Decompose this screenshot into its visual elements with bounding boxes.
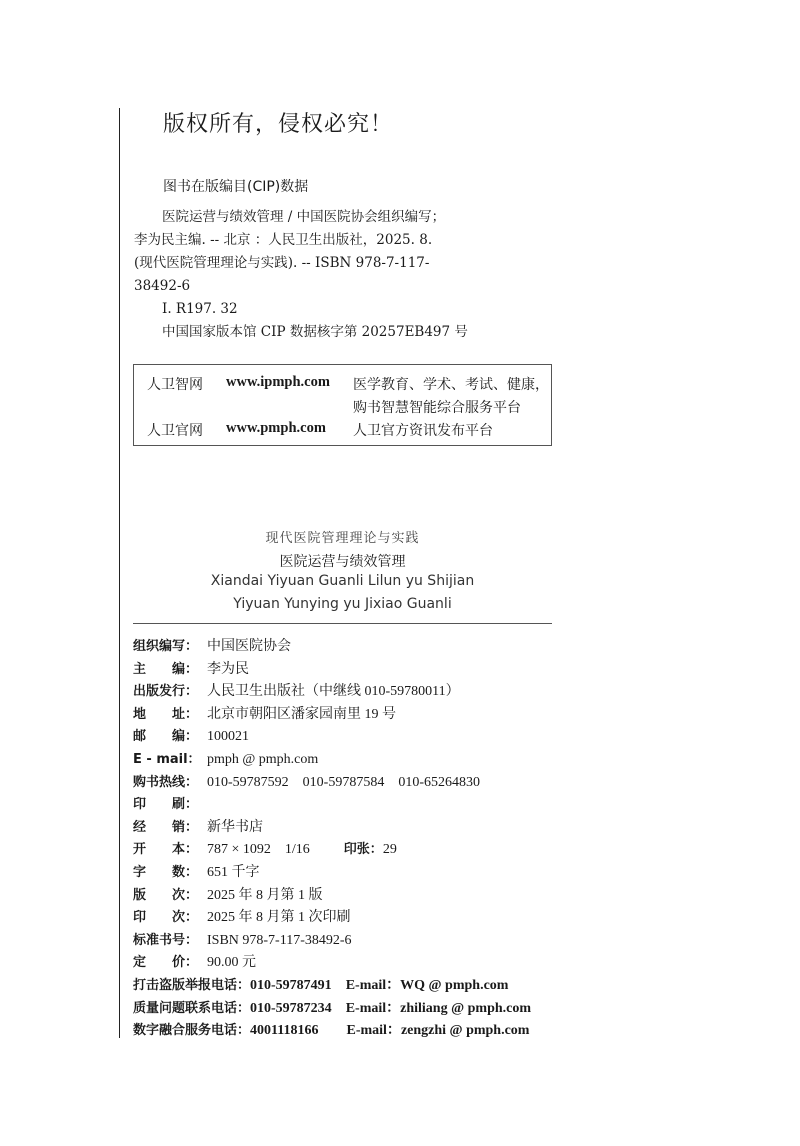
email-link[interactable]: zhiliang @ pmph.com [400, 1000, 532, 1016]
detail-value: 李为民 [207, 661, 249, 677]
detail-value: 787 × 1092 1/16 [207, 842, 310, 858]
cip-line: 李为民主编. -- 北京 ：人民卫生出版社，2025. 8. [134, 232, 433, 248]
detail-key: E - mail： [133, 751, 201, 767]
detail-row [133, 725, 573, 748]
detail-key: 印 次： [133, 910, 199, 926]
detail-value: 人民卫生出版社（中继线 010-59780011） [207, 684, 460, 700]
detail-row [133, 838, 573, 861]
detail-key: 定 价： [133, 955, 199, 971]
detail-key: 字 数： [133, 864, 199, 880]
detail-value: 北京市朝阳区潘家园南里 19 号 [207, 706, 396, 722]
detail-key: 版 次： [133, 887, 199, 903]
detail-row [133, 929, 573, 952]
detail-key: 开 本： [133, 842, 199, 858]
detail-row [133, 793, 573, 816]
detail-value: ISBN 978-7-117-38492-6 [207, 932, 352, 948]
detail-row [133, 974, 573, 997]
detail-value: 90.00 元 [207, 955, 256, 971]
detail-value: 29 [382, 842, 397, 858]
hotline-number: 010-65264830 [398, 774, 481, 790]
platform-desc: 医学教育、学术、考试、健康， [353, 377, 549, 393]
platform-label: 人卫官网 [147, 423, 203, 439]
detail-row [133, 680, 573, 703]
phone-number: 010-59787491 [250, 977, 332, 993]
cip-block [134, 206, 554, 344]
cip-heading: 图书在版编目(CIP)数据 [163, 179, 309, 195]
detail-row [133, 635, 573, 658]
divider [133, 623, 552, 624]
cip-line: Ⅰ. R197. 32 [162, 301, 238, 317]
detail-row [133, 884, 573, 907]
platform-label: 人卫智网 [147, 377, 203, 393]
detail-row [133, 906, 573, 929]
detail-row [133, 748, 573, 771]
phone-number: 4001118166 [250, 1023, 319, 1039]
email-link[interactable]: zengzhi @ pmph.com [400, 1023, 530, 1039]
platform-url[interactable]: www.pmph.com [226, 420, 326, 436]
cip-line: 38492-6 [134, 278, 191, 294]
detail-key: 质量问题联系电话： [133, 1000, 251, 1016]
platform-url[interactable]: www.ipmph.com [226, 374, 330, 390]
detail-value: 中国医院协会 [207, 639, 291, 654]
detail-key: 组织编写： [133, 639, 199, 654]
title-pinyin: Yiyuan Yunying yu Jixiao Guanli [233, 596, 452, 612]
detail-key: 邮 编： [133, 729, 199, 745]
detail-row [133, 658, 573, 681]
detail-key: 印张： [343, 842, 383, 858]
series-pinyin: Xiandai Yiyuan Guanli Lilun yu Shijian [210, 573, 475, 589]
detail-value: 651 千字 [207, 864, 260, 880]
email-link[interactable]: pmph @ pmph.com [207, 751, 319, 767]
cip-line: (现代医院管理理论与实践). -- ISBN 978-7-117- [134, 255, 430, 271]
publication-details [133, 635, 573, 1042]
detail-key: E-mail： [345, 977, 401, 993]
detail-key: E-mail： [346, 1023, 401, 1039]
detail-value: 2025 年 8 月第 1 版 [207, 887, 323, 903]
hotline-number: 010-59787584 [302, 774, 385, 790]
detail-key: E-mail： [345, 1000, 401, 1016]
platform-info-box [133, 364, 552, 446]
phone-number: 010-59787234 [250, 1000, 332, 1016]
detail-key: 地 址： [133, 706, 199, 722]
detail-value: 新华书店 [207, 819, 263, 835]
detail-row [133, 771, 573, 794]
detail-row [133, 1019, 573, 1042]
platform-desc: 购书智慧智能综合服务平台 [353, 400, 521, 416]
book-title: 医院运营与绩效管理 [279, 554, 406, 570]
detail-value: 2025 年 8 月第 1 次印刷 [207, 910, 351, 926]
detail-key: 印 刷： [133, 797, 199, 813]
email-link[interactable]: WQ @ pmph.com [400, 977, 509, 993]
cip-line: 中国国家版本馆 CIP 数据核字第 20257EB497 号 [162, 324, 468, 340]
detail-row [133, 816, 573, 839]
detail-key: 出版发行： [133, 684, 199, 700]
detail-row [133, 951, 573, 974]
detail-key: 打击盗版举报电话： [133, 977, 251, 993]
series-title: 现代医院管理理论与实践 [265, 531, 420, 546]
margin-rule [119, 108, 120, 1038]
detail-key: 购书热线： [133, 774, 199, 790]
detail-row [133, 997, 573, 1020]
cip-line: 医院运营与绩效管理 / 中国医院协会组织编写； [162, 209, 446, 225]
detail-key: 主 编： [133, 661, 199, 677]
copyright-notice: 版权所有，侵权必究！ [163, 112, 394, 137]
detail-row [133, 703, 573, 726]
hotline-number: 010-59787592 [207, 774, 289, 790]
detail-key: 数字融合服务电话： [133, 1023, 251, 1039]
detail-key: 经 销： [133, 819, 199, 835]
detail-row [133, 861, 573, 884]
detail-value: 100021 [207, 729, 249, 745]
detail-key: 标准书号： [133, 932, 199, 948]
platform-desc: 人卫官方资讯发布平台 [353, 423, 493, 439]
